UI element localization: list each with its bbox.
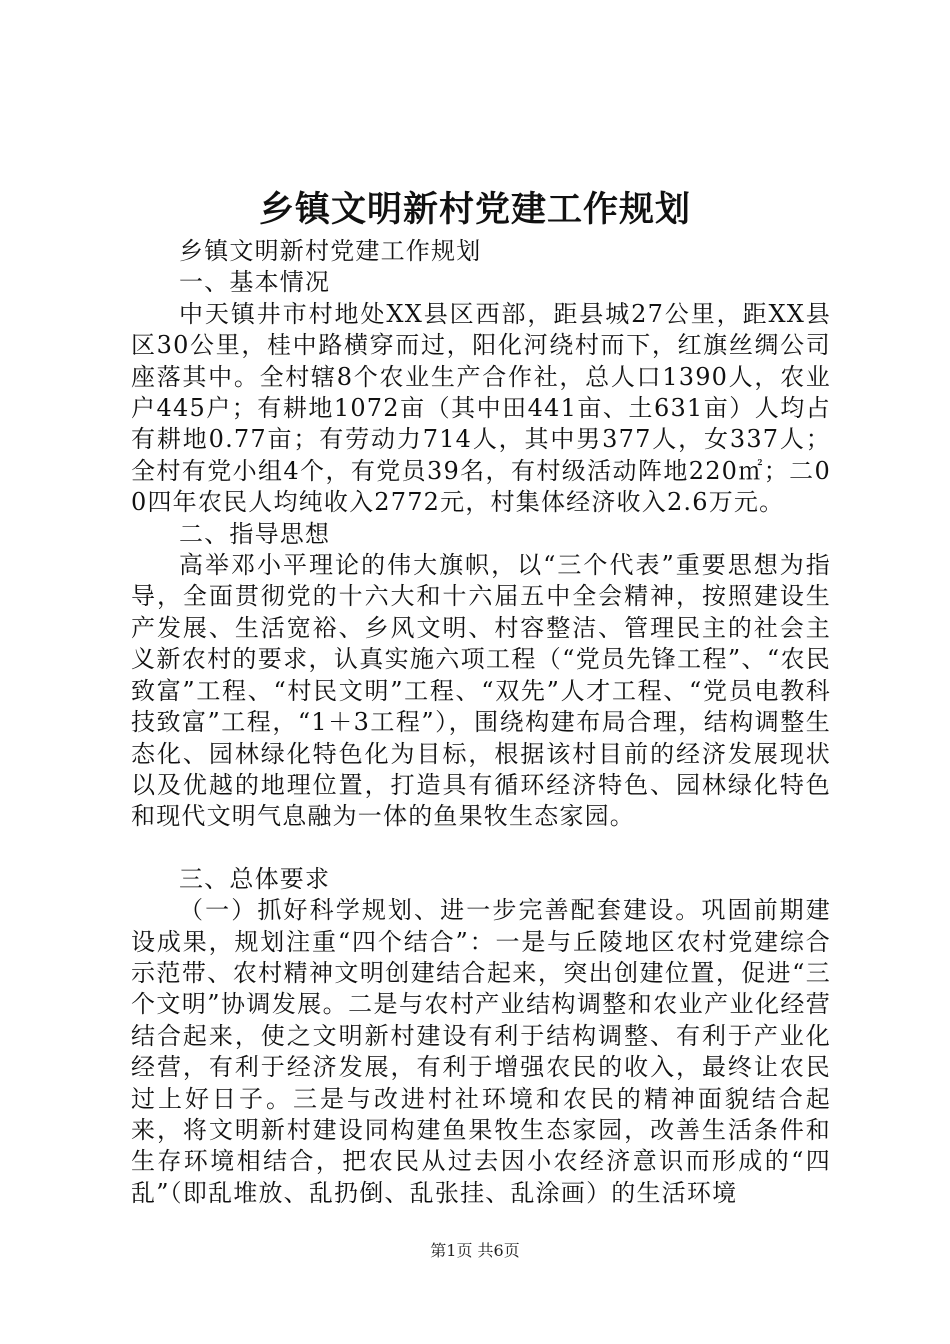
repeated-title-paragraph: 乡镇文明新村党建工作规划: [179, 237, 482, 265]
page-footer: 第1页 共6页: [430, 1241, 520, 1260]
document-body: [131, 236, 831, 1209]
section-heading-basic-situation: 一、基本情况: [179, 268, 331, 297]
section-heading-guiding-thought: 二、指导思想: [179, 519, 331, 548]
paragraph-guiding-thought: 高举邓小平理论的伟大旗帜，以“三个代表”重要思想为指导，全面贯彻党的十六大和十六届五中全会精神，按照建设生产发展、生活宽裕、乡风文明、村容整洁、管理民主的社会主义新农村的要求，认真实施六项工程（“党员先锋工程”、“农民致富”工程、“村民文明”工程、“双先”人才工程、“党员电教科技致富”工程，“1＋3工程”），围绕构建布局合理，结构调整生态化、园林绿化特色化为目标，根据该村目前的经济发展现状以及优越的地理位置，打造具有循环经济特色、园林绿化特色和现代文明气息融为一体的鱼果牧生态家园。: [131, 551, 831, 831]
document-title: 乡镇文明新村党建工作规划: [258, 190, 691, 230]
paragraph-overall-requirements: （一）抓好科学规划、进一步完善配套建设。巩固前期建设成果，规划注重“四个结合”：一是与丘陵地区农村党建综合示范带、农村精神文明创建结合起来，突出创建位置，促进“三个文明”协调发展。二是与农村产业结构调整和农业产业化经营结合起来，使之文明新村建设有利于结构调整、有利于产业化经营，有利于经济发展，有利于增强农民的收入，最终让农民过上好日子。三是与改进村社环境和农民的精神面貌结合起来，将文明新村建设同构建鱼果牧生态家园，改善生活条件和生存环境相结合，把农民从过去因小农经济意识而形成的“四乱”（即乱堆放、乱扔倒、乱张挂、乱涂画）的生活环境: [131, 896, 831, 1207]
paragraph-basic-situation: 中天镇井市村地处XX县区西部，距县城27公里，距XX县区30公里，桂中路横穿而过，阳化河绕村而下，红旗丝绸公司座落其中。全村辖8个农业生产合作社，总人口1390人，农业户445户；有耕地1072亩（其中田441亩、土631亩）人均占有耕地0.77亩；有劳动力714人，其中男377人，女337人；全村有党小组4个，有党员39名，有村级活动阵地220㎡；二00四年农民人均纯收入2772元，村集体经济收入2.6万元。: [131, 299, 831, 517]
section-heading-overall-requirements: 三、总体要求: [179, 864, 331, 893]
